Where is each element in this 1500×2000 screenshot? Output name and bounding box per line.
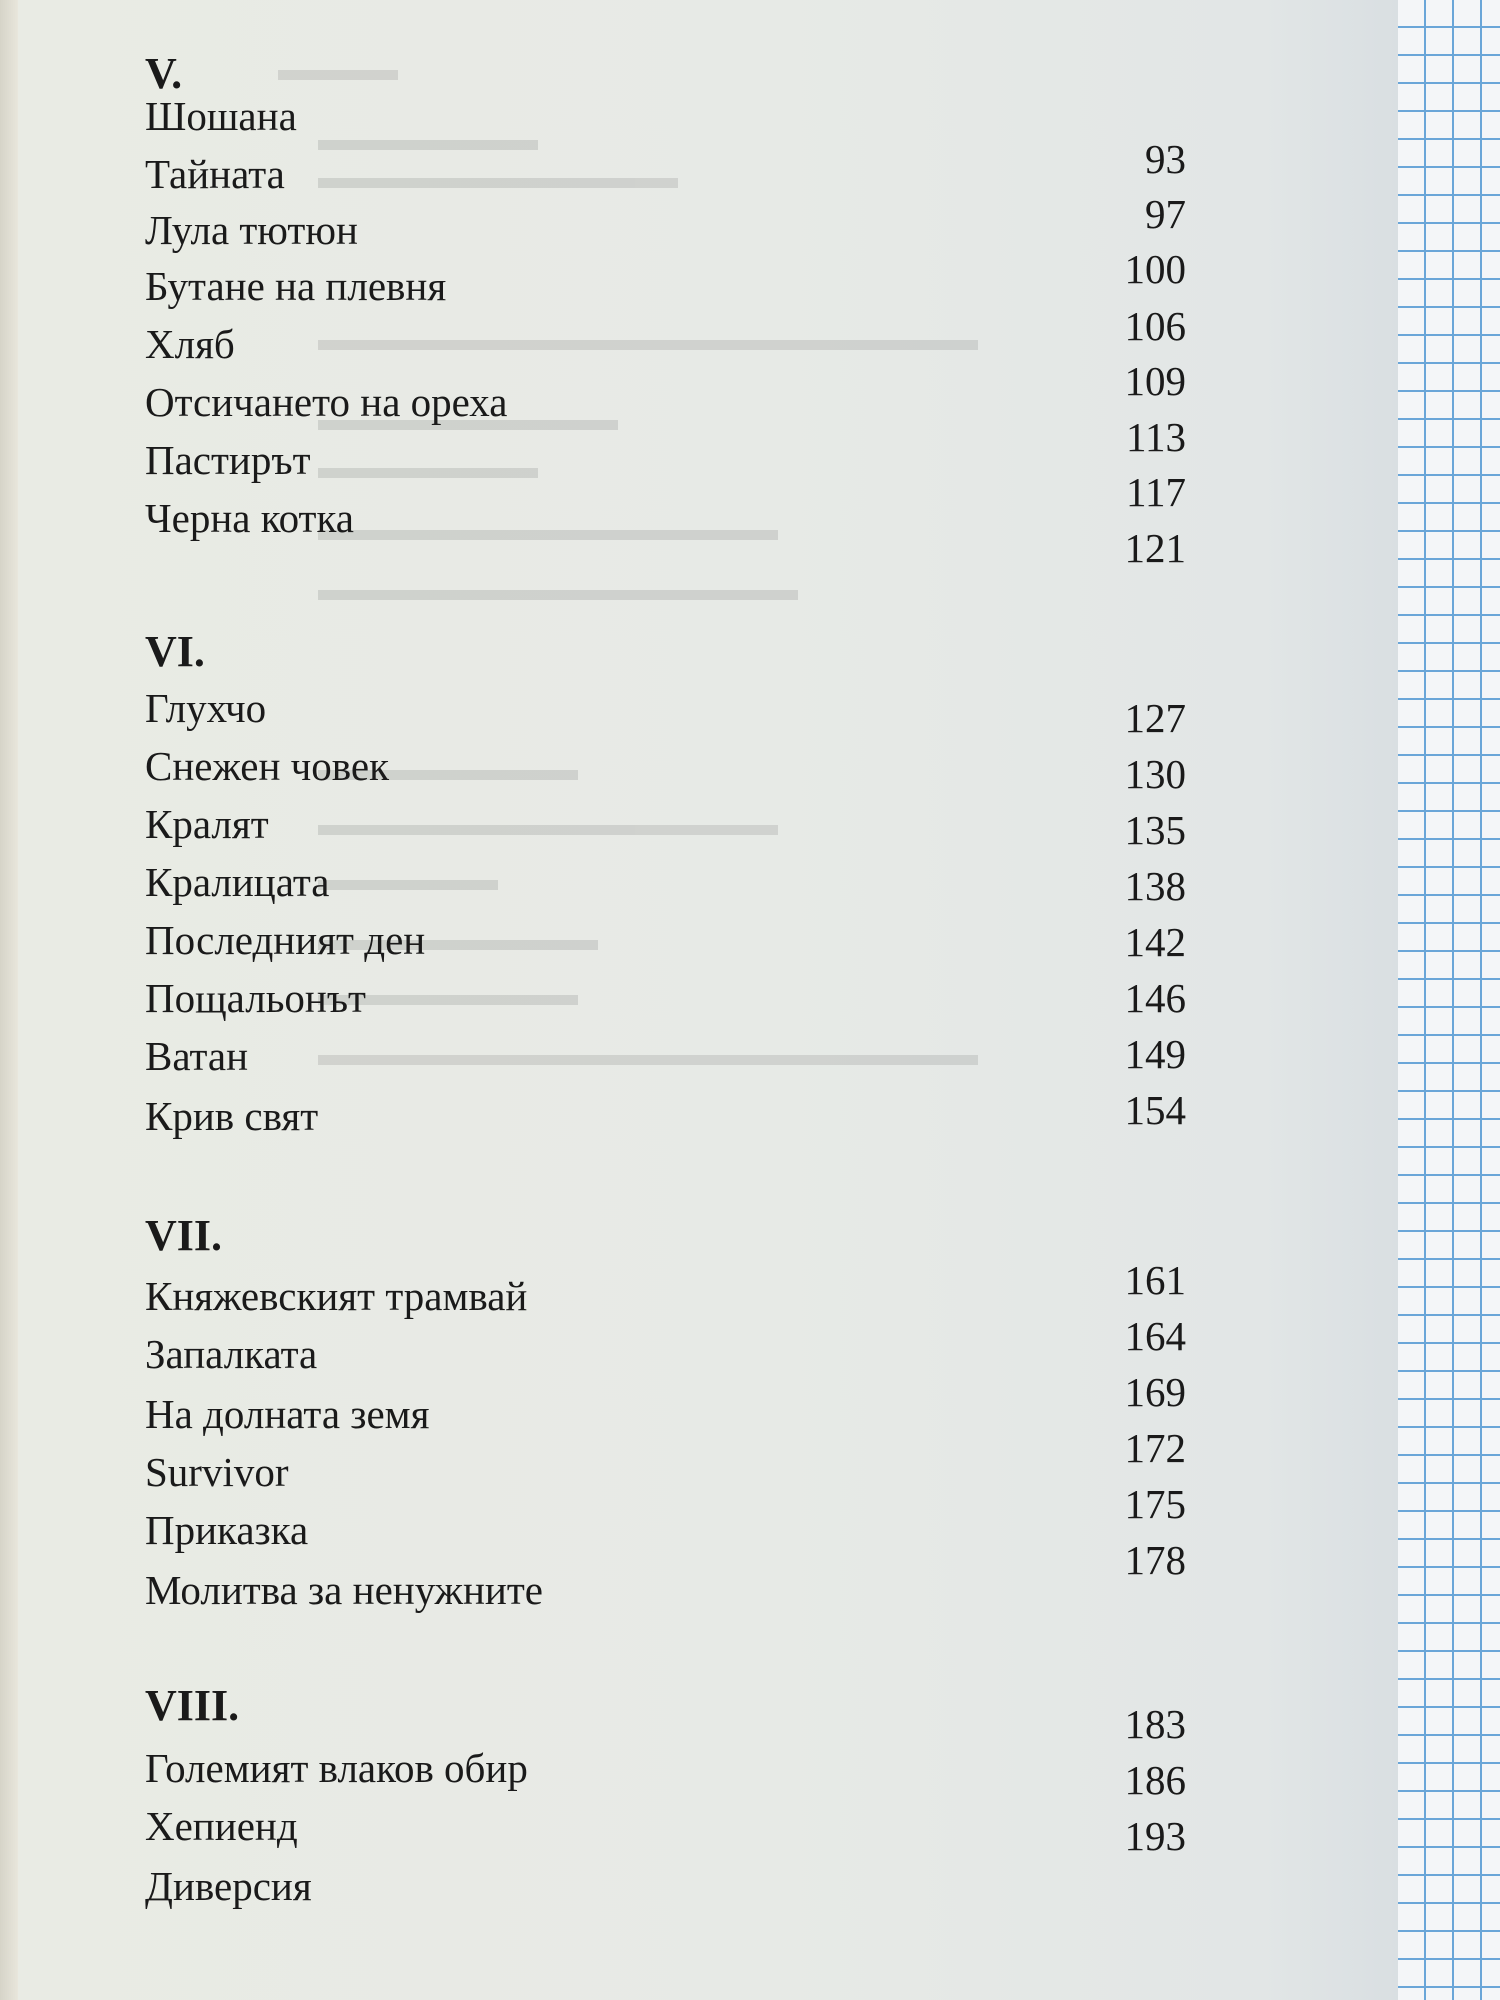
toc-title: Снежен човек (145, 743, 390, 789)
toc-page-number: 130 (1124, 751, 1186, 797)
toc-page-number: 186 (1124, 1757, 1186, 1803)
toc-title: Приказка (145, 1507, 309, 1553)
toc-page-number: 113 (1126, 414, 1186, 460)
toc-page-number: 138 (1124, 863, 1186, 909)
toc-title: Княжевският трамвай (145, 1273, 528, 1319)
toc-page-number: 100 (1124, 246, 1186, 292)
toc-page-number: 93 (1145, 136, 1186, 182)
toc-title: Кралят (145, 801, 269, 847)
toc-title: Молитва за ненужните (145, 1567, 543, 1613)
toc-title: На долната земя (145, 1391, 430, 1437)
toc-page-number: 149 (1124, 1031, 1186, 1077)
toc-page-number: 117 (1126, 469, 1186, 515)
toc-page-number: 161 (1124, 1257, 1186, 1303)
toc-page-number: 164 (1124, 1313, 1186, 1359)
toc-page-number: 106 (1124, 303, 1186, 349)
toc-title: Запалката (145, 1331, 318, 1377)
toc-title: Глухчо (145, 685, 267, 731)
toc-title: Пастирът (145, 437, 311, 483)
toc-page-number: 193 (1124, 1813, 1186, 1859)
toc-title: Крив свят (145, 1093, 319, 1139)
toc-title: Диверсия (145, 1863, 312, 1909)
toc-title: Лула тютюн (145, 207, 358, 253)
section-heading: V. (145, 49, 183, 98)
toc-title: Пощальонът (145, 975, 366, 1021)
section-heading: VI. (145, 627, 205, 676)
toc-page-number: 142 (1124, 919, 1186, 965)
toc-title: Черна котка (145, 495, 354, 541)
toc-page-number: 97 (1145, 191, 1186, 237)
toc-title: Ватан (145, 1033, 249, 1079)
toc-title: Тайната (145, 151, 285, 197)
toc-title: Отсичането на ореха (145, 379, 508, 425)
toc-title: Последният ден (145, 917, 426, 963)
toc-title: Survivor (145, 1449, 289, 1495)
section-heading: VII. (145, 1211, 223, 1260)
grid-notebook (1398, 0, 1500, 2000)
toc-page-number: 178 (1124, 1537, 1186, 1583)
toc-title: Хепиенд (145, 1803, 298, 1849)
toc-page-number: 172 (1124, 1425, 1186, 1471)
section-heading: VIII. (145, 1681, 240, 1730)
toc-title: Кралицата (145, 859, 330, 905)
toc-page-number: 175 (1124, 1481, 1186, 1527)
toc-page-number: 146 (1124, 975, 1186, 1021)
toc-title: Хляб (145, 321, 235, 367)
toc-page-number: 127 (1124, 695, 1186, 741)
toc-title: Бутане на плевня (145, 263, 447, 309)
toc-title: Шошана (145, 93, 297, 139)
toc-page-number: 135 (1124, 807, 1186, 853)
toc-page-number: 109 (1124, 358, 1186, 404)
toc-page-number: 121 (1124, 525, 1186, 571)
toc-page-number: 154 (1124, 1087, 1186, 1133)
toc-page-number: 169 (1124, 1369, 1186, 1415)
toc-title: Големият влаков обир (145, 1745, 528, 1791)
toc-page-number: 183 (1124, 1701, 1186, 1747)
